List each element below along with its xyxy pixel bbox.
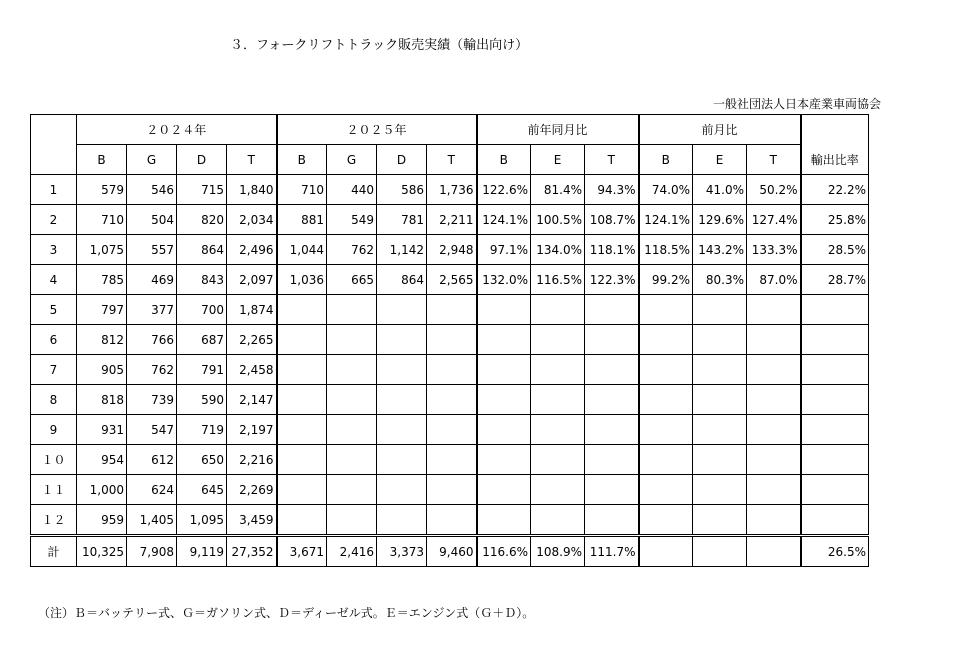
yoy-cell: 116.6% <box>477 536 531 567</box>
month-cell: 7 <box>31 355 77 385</box>
y2024-cell: 719 <box>177 415 227 445</box>
mom-cell <box>639 295 693 325</box>
y2025-cell: 440 <box>327 175 377 205</box>
export-ratio-cell <box>801 295 869 325</box>
hmom-subheader-t: T <box>747 145 801 175</box>
yoy-cell <box>585 325 639 355</box>
y2024-cell: 905 <box>77 355 127 385</box>
y2024-cell: 2,034 <box>227 205 277 235</box>
mom-cell <box>747 536 801 567</box>
yoy-cell: 94.3% <box>585 175 639 205</box>
y2025-cell: 1,044 <box>277 235 327 265</box>
y2025-cell <box>277 415 327 445</box>
y2025-cell: 2,565 <box>427 265 477 295</box>
table-row <box>31 445 869 475</box>
yoy-cell <box>531 295 585 325</box>
y2024-cell: 762 <box>127 355 177 385</box>
document-title: ３．フォークリフトトラック販売実績（輸出向け） <box>230 38 529 53</box>
y2025-cell: 549 <box>327 205 377 235</box>
y2024-cell: 1,075 <box>77 235 127 265</box>
table-row <box>31 205 869 235</box>
yoy-cell <box>531 475 585 505</box>
month-cell: 2 <box>31 205 77 235</box>
mom-cell <box>639 355 693 385</box>
export-ratio-cell <box>801 355 869 385</box>
mom-cell <box>639 505 693 536</box>
mom-cell: 99.2% <box>639 265 693 295</box>
y2025-cell <box>277 445 327 475</box>
yoy-cell <box>531 415 585 445</box>
y2025-cell: 864 <box>377 265 427 295</box>
export-ratio-cell <box>801 475 869 505</box>
mom-cell <box>639 475 693 505</box>
h25-subheader-b: B <box>277 145 327 175</box>
h24-subheader-d: D <box>177 145 227 175</box>
export-ratio-cell <box>801 325 869 355</box>
y2025-cell: 9,460 <box>427 536 477 567</box>
y2025-cell <box>277 355 327 385</box>
y2025-cell <box>427 325 477 355</box>
table-body <box>31 175 869 567</box>
y2024-cell: 2,496 <box>227 235 277 265</box>
hyoy-subheader-t: T <box>585 145 639 175</box>
yoy-cell: 108.9% <box>531 536 585 567</box>
mom-cell: 127.4% <box>747 205 801 235</box>
y2024-cell: 590 <box>177 385 227 415</box>
header-row-subcolumns <box>31 145 869 175</box>
y2024-cell: 818 <box>77 385 127 415</box>
yoy-cell: 81.4% <box>531 175 585 205</box>
y2024-cell: 2,458 <box>227 355 277 385</box>
table-row <box>31 175 869 205</box>
y2025-cell: 1,142 <box>377 235 427 265</box>
mom-cell: 129.6% <box>693 205 747 235</box>
header-yoy: 前年同月比 <box>477 115 639 145</box>
y2025-cell: 2,948 <box>427 235 477 265</box>
month-cell: 1 <box>31 175 77 205</box>
hyoy-subheader-b: B <box>477 145 531 175</box>
y2024-cell: 612 <box>127 445 177 475</box>
y2025-cell: 710 <box>277 175 327 205</box>
header-mom: 前月比 <box>639 115 801 145</box>
yoy-cell: 118.1% <box>585 235 639 265</box>
export-ratio-cell: 28.5% <box>801 235 869 265</box>
table-row <box>31 505 869 536</box>
h24-subheader-t: T <box>227 145 277 175</box>
y2025-cell <box>377 505 427 536</box>
yoy-cell <box>477 355 531 385</box>
export-ratio-cell: 28.7% <box>801 265 869 295</box>
mom-cell <box>693 505 747 536</box>
y2025-cell <box>327 325 377 355</box>
hyoy-subheader-e: E <box>531 145 585 175</box>
y2025-cell: 2,416 <box>327 536 377 567</box>
y2025-cell: 3,671 <box>277 536 327 567</box>
mom-cell <box>639 445 693 475</box>
y2024-cell: 2,265 <box>227 325 277 355</box>
yoy-cell <box>585 355 639 385</box>
header-export-ratio: 輸出比率 <box>801 115 869 175</box>
mom-cell: 143.2% <box>693 235 747 265</box>
y2024-cell: 843 <box>177 265 227 295</box>
yoy-cell <box>477 295 531 325</box>
mom-cell: 80.3% <box>693 265 747 295</box>
y2024-cell: 959 <box>77 505 127 536</box>
header-2025: ２０２５年 <box>277 115 477 145</box>
month-cell: 6 <box>31 325 77 355</box>
yoy-cell <box>531 445 585 475</box>
month-cell: １０ <box>31 445 77 475</box>
yoy-cell <box>531 325 585 355</box>
mom-cell <box>747 355 801 385</box>
y2024-cell: 954 <box>77 445 127 475</box>
month-cell: 9 <box>31 415 77 445</box>
y2025-cell <box>427 355 477 385</box>
y2025-cell: 1,736 <box>427 175 477 205</box>
mom-cell <box>639 385 693 415</box>
yoy-cell: 97.1% <box>477 235 531 265</box>
y2024-cell: 546 <box>127 175 177 205</box>
y2024-cell: 377 <box>127 295 177 325</box>
y2024-cell: 739 <box>127 385 177 415</box>
header-2024: ２０２４年 <box>77 115 277 145</box>
export-ratio-cell <box>801 385 869 415</box>
mom-cell <box>693 445 747 475</box>
yoy-cell: 134.0% <box>531 235 585 265</box>
y2025-cell <box>427 445 477 475</box>
month-cell: 8 <box>31 385 77 415</box>
yoy-cell <box>585 295 639 325</box>
mom-cell: 50.2% <box>747 175 801 205</box>
y2025-cell: 762 <box>327 235 377 265</box>
footnote: （注）Ｂ＝バッテリー式、Ｇ＝ガソリン式、Ｄ＝ディーゼル式。Ｅ＝エンジン式（Ｇ＋Ｄ）。 <box>38 606 535 620</box>
export-ratio-cell: 22.2% <box>801 175 869 205</box>
yoy-cell: 122.6% <box>477 175 531 205</box>
y2025-cell <box>327 505 377 536</box>
export-ratio-cell: 26.5% <box>801 536 869 567</box>
y2025-cell <box>277 475 327 505</box>
h25-subheader-d: D <box>377 145 427 175</box>
sales-table <box>30 114 869 567</box>
yoy-cell <box>531 355 585 385</box>
yoy-cell: 116.5% <box>531 265 585 295</box>
y2024-cell: 650 <box>177 445 227 475</box>
y2024-cell: 7,908 <box>127 536 177 567</box>
table-row <box>31 385 869 415</box>
month-cell: 計 <box>31 536 77 567</box>
y2024-cell: 2,147 <box>227 385 277 415</box>
y2024-cell: 1,874 <box>227 295 277 325</box>
mom-cell <box>747 295 801 325</box>
y2024-cell: 687 <box>177 325 227 355</box>
yoy-cell <box>531 385 585 415</box>
mom-cell <box>747 445 801 475</box>
y2025-cell <box>377 355 427 385</box>
mom-cell: 124.1% <box>639 205 693 235</box>
yoy-cell <box>477 505 531 536</box>
mom-cell <box>747 415 801 445</box>
y2024-cell: 27,352 <box>227 536 277 567</box>
y2024-cell: 812 <box>77 325 127 355</box>
table-row <box>31 355 869 385</box>
y2024-cell: 766 <box>127 325 177 355</box>
y2025-cell <box>427 385 477 415</box>
hmom-subheader-e: E <box>693 145 747 175</box>
yoy-cell <box>531 505 585 536</box>
export-ratio-cell <box>801 505 869 536</box>
y2025-cell <box>377 385 427 415</box>
yoy-cell: 122.3% <box>585 265 639 295</box>
total-row <box>31 536 869 567</box>
yoy-cell <box>477 415 531 445</box>
mom-cell <box>639 536 693 567</box>
y2025-cell <box>377 415 427 445</box>
month-header <box>31 115 77 175</box>
y2024-cell: 931 <box>77 415 127 445</box>
mom-cell <box>639 415 693 445</box>
y2025-cell: 665 <box>327 265 377 295</box>
month-cell: １２ <box>31 505 77 536</box>
mom-cell <box>693 295 747 325</box>
y2025-cell <box>427 415 477 445</box>
y2024-cell: 715 <box>177 175 227 205</box>
table-row <box>31 415 869 445</box>
month-cell: 4 <box>31 265 77 295</box>
yoy-cell: 108.7% <box>585 205 639 235</box>
yoy-cell: 124.1% <box>477 205 531 235</box>
y2025-cell: 1,036 <box>277 265 327 295</box>
h24-subheader-g: G <box>127 145 177 175</box>
month-cell: １１ <box>31 475 77 505</box>
y2024-cell: 624 <box>127 475 177 505</box>
y2024-cell: 1,000 <box>77 475 127 505</box>
y2025-cell <box>277 385 327 415</box>
y2025-cell <box>327 415 377 445</box>
y2025-cell <box>377 475 427 505</box>
mom-cell: 118.5% <box>639 235 693 265</box>
h25-subheader-t: T <box>427 145 477 175</box>
y2024-cell: 2,097 <box>227 265 277 295</box>
yoy-cell: 132.0% <box>477 265 531 295</box>
mom-cell: 41.0% <box>693 175 747 205</box>
y2025-cell: 2,211 <box>427 205 477 235</box>
y2024-cell: 557 <box>127 235 177 265</box>
table-row <box>31 325 869 355</box>
yoy-cell <box>585 415 639 445</box>
organization-name: 一般社団法人日本産業車両協会 <box>712 97 881 111</box>
mom-cell: 87.0% <box>747 265 801 295</box>
y2024-cell: 645 <box>177 475 227 505</box>
y2025-cell <box>277 505 327 536</box>
y2025-cell <box>277 295 327 325</box>
y2024-cell: 469 <box>127 265 177 295</box>
table-row <box>31 295 869 325</box>
hmom-subheader-b: B <box>639 145 693 175</box>
y2024-cell: 579 <box>77 175 127 205</box>
yoy-cell <box>585 385 639 415</box>
h24-subheader-b: B <box>77 145 127 175</box>
y2025-cell <box>327 295 377 325</box>
y2024-cell: 9,119 <box>177 536 227 567</box>
mom-cell <box>693 385 747 415</box>
y2024-cell: 2,216 <box>227 445 277 475</box>
y2024-cell: 3,459 <box>227 505 277 536</box>
y2025-cell <box>327 445 377 475</box>
y2025-cell <box>427 475 477 505</box>
mom-cell <box>693 415 747 445</box>
y2025-cell <box>377 295 427 325</box>
y2024-cell: 504 <box>127 205 177 235</box>
y2025-cell <box>277 325 327 355</box>
y2024-cell: 1,405 <box>127 505 177 536</box>
yoy-cell: 111.7% <box>585 536 639 567</box>
y2024-cell: 2,269 <box>227 475 277 505</box>
yoy-cell: 100.5% <box>531 205 585 235</box>
mom-cell <box>747 325 801 355</box>
mom-cell <box>747 475 801 505</box>
month-cell: 3 <box>31 235 77 265</box>
mom-cell: 133.3% <box>747 235 801 265</box>
y2025-cell <box>427 295 477 325</box>
y2024-cell: 10,325 <box>77 536 127 567</box>
table-row <box>31 475 869 505</box>
y2024-cell: 1,840 <box>227 175 277 205</box>
y2025-cell: 881 <box>277 205 327 235</box>
month-cell: 5 <box>31 295 77 325</box>
yoy-cell <box>477 385 531 415</box>
h25-subheader-g: G <box>327 145 377 175</box>
mom-cell: 74.0% <box>639 175 693 205</box>
table-row <box>31 235 869 265</box>
y2024-cell: 1,095 <box>177 505 227 536</box>
y2024-cell: 700 <box>177 295 227 325</box>
export-ratio-cell <box>801 445 869 475</box>
yoy-cell <box>585 505 639 536</box>
y2025-cell <box>327 385 377 415</box>
header-row-years <box>31 115 869 145</box>
mom-cell <box>693 536 747 567</box>
table-row <box>31 265 869 295</box>
y2025-cell: 586 <box>377 175 427 205</box>
y2025-cell <box>377 325 427 355</box>
y2025-cell <box>377 445 427 475</box>
y2024-cell: 547 <box>127 415 177 445</box>
y2024-cell: 2,197 <box>227 415 277 445</box>
mom-cell <box>693 475 747 505</box>
mom-cell <box>747 385 801 415</box>
y2024-cell: 864 <box>177 235 227 265</box>
mom-cell <box>693 325 747 355</box>
y2024-cell: 797 <box>77 295 127 325</box>
mom-cell <box>639 325 693 355</box>
mom-cell <box>747 505 801 536</box>
yoy-cell <box>477 325 531 355</box>
y2025-cell <box>327 475 377 505</box>
y2025-cell <box>427 505 477 536</box>
yoy-cell <box>477 475 531 505</box>
export-ratio-cell: 25.8% <box>801 205 869 235</box>
y2025-cell: 781 <box>377 205 427 235</box>
yoy-cell <box>585 475 639 505</box>
y2024-cell: 785 <box>77 265 127 295</box>
y2025-cell: 3,373 <box>377 536 427 567</box>
export-ratio-cell <box>801 415 869 445</box>
y2024-cell: 791 <box>177 355 227 385</box>
yoy-cell <box>585 445 639 475</box>
y2024-cell: 820 <box>177 205 227 235</box>
mom-cell <box>693 355 747 385</box>
y2024-cell: 710 <box>77 205 127 235</box>
y2025-cell <box>327 355 377 385</box>
yoy-cell <box>477 445 531 475</box>
